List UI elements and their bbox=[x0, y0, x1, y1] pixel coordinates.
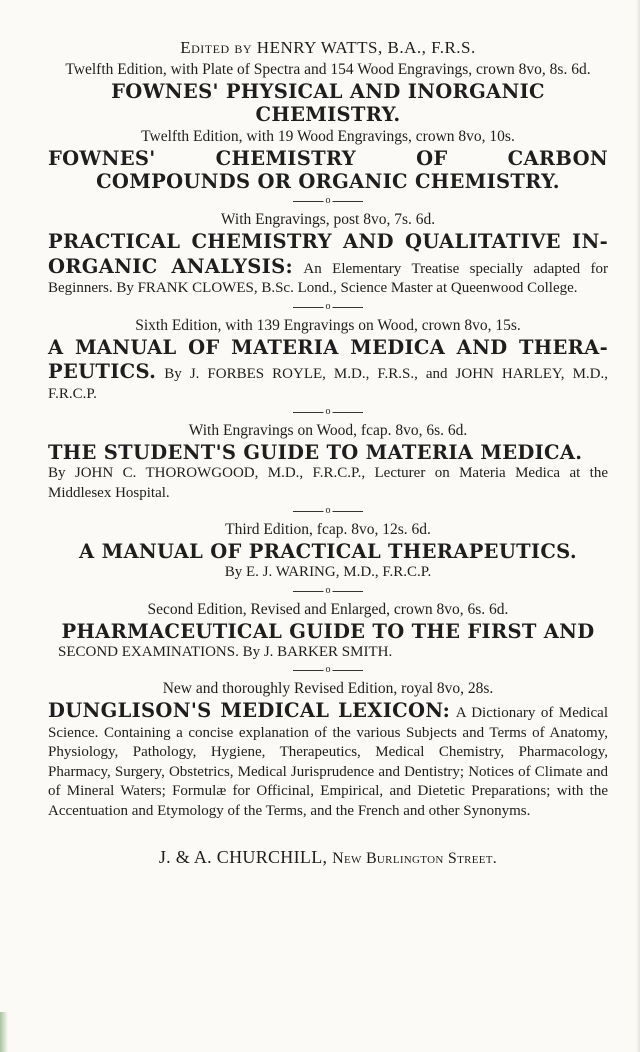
entry-8-edition: New and thoroughly Revised Edition, royal 8vo, 28s. bbox=[162, 680, 494, 697]
entry-1-title: FOWNES' PHYSICAL AND INORGANIC CHEMISTRY. bbox=[111, 80, 545, 126]
entry-2-title: FOWNES' CHEMISTRY OF CARBON COMPOUNDS OR ORGANIC CHEMISTRY. bbox=[48, 147, 608, 193]
entry-8-title: DUNGLISON'S MEDICAL LEXICON: bbox=[48, 699, 451, 722]
entry-4-details: By J. FORBES ROYLE, M.D., F.R.S., and JOHN HARLEY, M.D., F.R.C.P. bbox=[48, 366, 608, 402]
advert-page bbox=[48, 38, 608, 868]
publisher-name: J. & A. CHURCHILL, bbox=[158, 847, 328, 867]
entry-4-edition: Sixth Edition, with 139 Engravings on Wood, crown 8vo, 15s. bbox=[135, 316, 521, 334]
entry-5-edition: With Engravings on Wood, fcap. 8vo, 6s. 6d. bbox=[188, 422, 468, 439]
entry-0-edition: Twelfth Edition, with Plate of Spectra and 154 Wood Engravings, crown 8vo, 8s. 6d. bbox=[65, 61, 591, 78]
divider: o bbox=[293, 407, 363, 417]
entry-6-title: A MANUAL OF PRACTICAL THERAPEUTICS. bbox=[79, 540, 577, 563]
entry-7-title: PHARMACEUTICAL GUIDE TO THE FIRST AND bbox=[61, 619, 595, 643]
entry-3-block bbox=[48, 230, 608, 299]
divider: o bbox=[293, 302, 363, 312]
entry-6-edition: Third Edition, fcap. 8vo, 12s. 6d. bbox=[225, 521, 431, 538]
entry-6-details: By E. J. WARING, M.D., F.R.C.P. bbox=[224, 564, 432, 580]
entry-2-edition: Twelfth Edition, with 19 Wood Engravings, crown 8vo, 10s. bbox=[141, 128, 515, 145]
page-edge bbox=[636, 0, 640, 1052]
entry-5-details: By JOHN C. THOROWGOOD, M.D., F.R.C.P., Lecturer on Materia Medica at the Middlesex Hospital. bbox=[48, 465, 608, 501]
entry-7-edition: Second Edition, Revised and Enlarged, crown 8vo, 6s. 6d. bbox=[147, 600, 509, 618]
divider: o bbox=[293, 196, 363, 206]
entry-7-details: SECOND EXAMINATIONS. By J. BARKER SMITH. bbox=[58, 643, 393, 660]
divider: o bbox=[293, 586, 363, 596]
entry-3-details: An Elementary Treatise specially adapted for Beginners. By FRANK CLOWES, B.Sc. Lond., Science Master at Queenwood College. bbox=[48, 260, 608, 296]
edited-by-line: Edited by HENRY WATTS, B.A., F.R.S. bbox=[180, 38, 476, 57]
entry-4-title: A MANUAL OF MATERIA MEDICA AND THERA-PEUTICS. bbox=[48, 335, 608, 383]
entry-5-title: THE STUDENT'S GUIDE TO MATERIA MEDICA. bbox=[48, 441, 583, 464]
entry-3-title: PRACTICAL CHEMISTRY AND QUALITATIVE IN-ORGANIC ANALYSIS: bbox=[48, 230, 608, 278]
corner-stain bbox=[0, 1012, 8, 1052]
entry-4-block bbox=[48, 336, 608, 405]
entry-8-details: A Dictionary of Medical Science. Containing a concise explanation of the various Subjects and Terms of Anatomy, Physiology, Pathology, Hygiene, Therapeutics, Medical Chemistry, Pharmacology, Pharmacy, Surgery, Obstetrics, Medical Jurisprudence and Dentistry; Notices of Climate and of Mineral Waters; Formulæ for Officinal, Empirical, and Dietetic Preparations; with the Accentuation and Etymology of the Terms, and the French and other Synonyms. bbox=[48, 705, 609, 819]
publisher-address: New Burlington Street. bbox=[332, 850, 498, 867]
entry-3-edition: With Engravings, post 8vo, 7s. 6d. bbox=[220, 211, 436, 228]
publisher-footer bbox=[48, 847, 608, 868]
divider: o bbox=[293, 665, 363, 675]
entry-8-block bbox=[48, 699, 608, 821]
divider: o bbox=[293, 506, 363, 516]
